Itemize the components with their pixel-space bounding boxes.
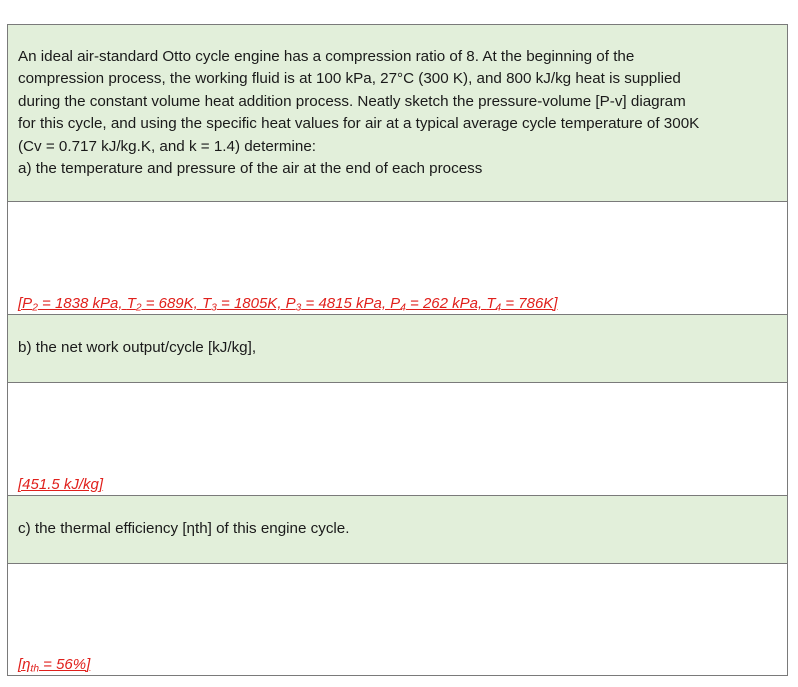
answer-b-row <box>8 383 787 496</box>
t3-subscript: 3 <box>211 302 217 314</box>
answer-c-text <box>18 656 90 673</box>
t3-value: = 1805K, <box>216 295 286 312</box>
part-b-row <box>8 315 787 383</box>
p4-subscript: 4 <box>400 302 406 314</box>
part-c-row <box>8 496 787 564</box>
p4-symbol: P <box>390 295 401 312</box>
question-line-3: during the constant volume heat addition process. Neatly sketch the pressure-volume [P-v] diagram <box>18 92 686 110</box>
eta-symbol: η <box>22 656 31 673</box>
p2-symbol: P <box>22 295 33 312</box>
question-line-6: a) the temperature and pressure of the air at the end of each process <box>18 160 483 178</box>
p4-value: = 262 kPa, <box>405 295 487 312</box>
p2-value: = 1838 kPa, <box>37 295 127 312</box>
answer-a-row <box>8 202 787 315</box>
t4-value: = 786K <box>501 295 554 312</box>
efficiency-value: = 56% <box>39 656 87 673</box>
t2-value: = 689K, <box>141 295 202 312</box>
answer-b-text: [451.5 kJ/kg] <box>18 476 104 493</box>
answer-a-text <box>18 295 558 312</box>
p2-subscript: 2 <box>32 302 38 314</box>
t2-symbol: T <box>126 295 136 312</box>
question-line-1: An ideal air-standard Otto cycle engine has a compression ratio of 8. At the beginning of the <box>18 48 635 65</box>
t4-symbol: T <box>486 295 496 312</box>
bracket-close: ] <box>86 656 91 673</box>
question-row <box>8 25 787 202</box>
part-c-text: c) the thermal efficiency [ηth] of this engine cycle. <box>18 520 350 537</box>
question-line-4: for this cycle, and using the specific heat values for air at a typical average cycle temperature of 300K <box>18 115 700 133</box>
bracket-open: [ <box>18 656 23 673</box>
p3-value: = 4815 kPa, <box>301 295 391 312</box>
answer-c-row <box>8 564 787 675</box>
t2-subscript: 2 <box>135 302 142 314</box>
p3-subscript: 3 <box>295 302 302 314</box>
eta-subscript: th <box>30 663 39 675</box>
p3-symbol: P <box>285 295 296 312</box>
problem-table <box>7 24 788 676</box>
question-line-2: compression process, the working fluid is at 100 kPa, 27°C (300 K), and 800 kJ/kg heat is supplied <box>18 70 681 88</box>
t4-subscript: 4 <box>495 302 502 314</box>
question-text <box>18 46 775 180</box>
t3-symbol: T <box>202 295 212 312</box>
question-line-5: (Cv = 0.717 kJ/kg.K, and k = 1.4) determine: <box>18 137 316 155</box>
bracket-close: ] <box>553 295 558 312</box>
bracket-open: [ <box>18 295 23 312</box>
part-b-text: b) the net work output/cycle [kJ/kg], <box>18 339 257 356</box>
